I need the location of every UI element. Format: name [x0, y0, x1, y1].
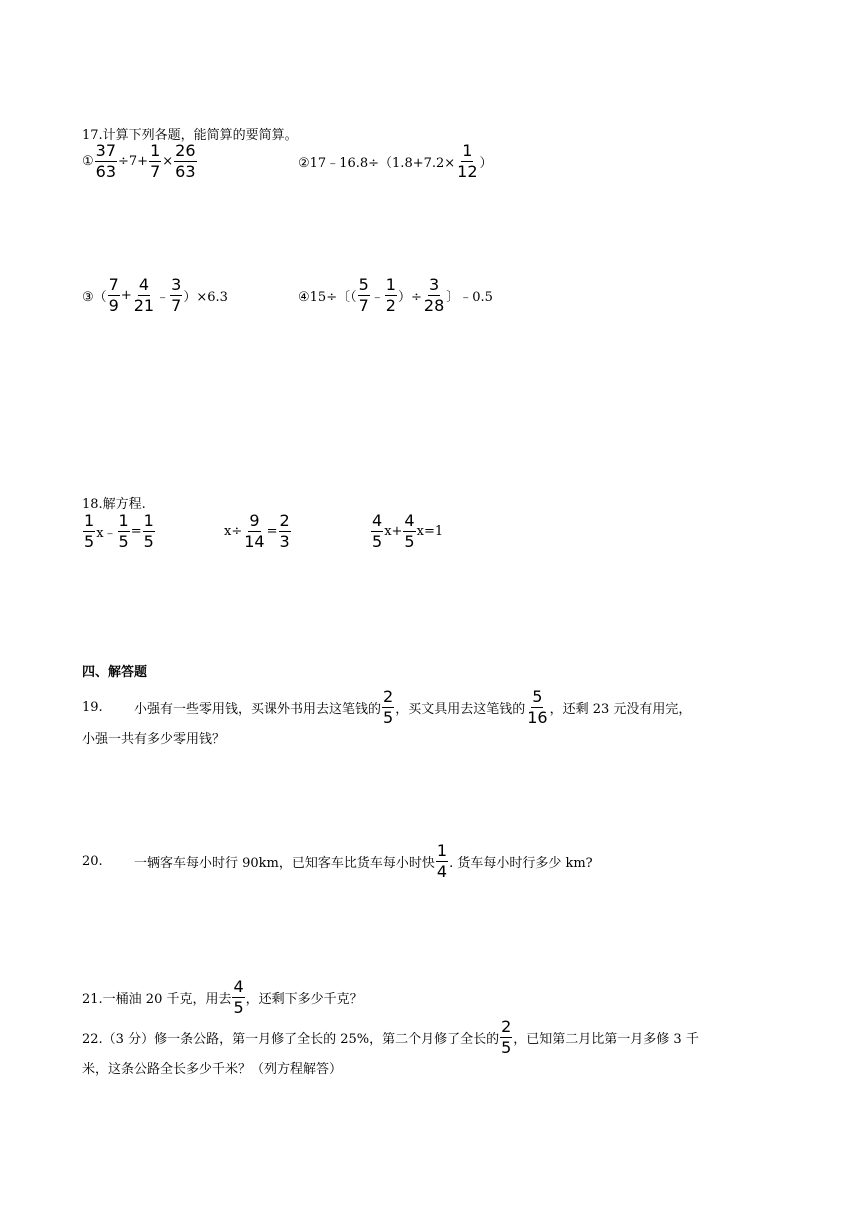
item-mark: ①	[82, 154, 94, 169]
operator-text: +	[120, 288, 132, 303]
section-heading: 四、解答题	[82, 665, 148, 680]
question-number: 19.	[82, 700, 103, 715]
operator-text: x+	[384, 524, 403, 539]
fraction: $\frac{5}{16}$	[527, 687, 548, 727]
question-text: 22.（3 分）修一条公路，第一月修了全长的 25%，第二个月修了全长的	[82, 1032, 500, 1047]
fraction: $\frac{4}{5}$	[233, 977, 244, 1017]
question-text: ，还剩下多少千克？	[245, 992, 363, 1007]
question-20	[82, 842, 593, 881]
operator-text: ÷7+	[118, 154, 149, 169]
fraction: $\frac{1}{4}$	[436, 841, 448, 881]
operator-text: ×	[162, 154, 174, 169]
fraction: $\frac{1}{5}$	[118, 511, 129, 551]
expression-prefix: ③（	[82, 290, 107, 305]
expression-tail: 〕﹣0.5	[446, 290, 493, 305]
expression-tail: x=1	[416, 524, 444, 539]
fraction: $\frac{1}{5}$	[84, 511, 95, 551]
expression-tail: ）×6.3	[183, 290, 228, 305]
operator-text: ﹣	[156, 290, 170, 305]
fraction: $\frac{1}{12}$	[457, 141, 478, 181]
expression-4	[298, 276, 493, 315]
question-21	[82, 978, 363, 1017]
operator-text: =	[130, 524, 142, 539]
fraction: $\frac{5}{7}$	[358, 275, 369, 315]
expression-text: ②17﹣16.8÷（1.8+7.2×	[298, 156, 456, 171]
question-22-line-1	[82, 1018, 699, 1057]
fraction: $\frac{9}{14}$	[244, 511, 265, 551]
operator-text: =	[266, 524, 278, 539]
question-number: 20.	[82, 854, 103, 869]
fraction: $\frac{4}{21}$	[133, 275, 155, 315]
fraction: $\frac{1}{2}$	[385, 275, 396, 315]
fraction: $\frac{4}{5}$	[404, 511, 415, 551]
operator-text: ﹣	[370, 290, 384, 305]
question-19-line-2: 小强一共有多少零用钱？	[82, 732, 226, 747]
question-text: ，已知第二月比第一月多修 3 千	[513, 1032, 699, 1047]
expression-tail: ）	[479, 156, 493, 171]
fraction: $\frac{2}{5}$	[383, 687, 394, 727]
fraction: $\frac{1}{5}$	[143, 511, 154, 551]
expression-3	[82, 276, 228, 315]
question-text: 21.一桶油 20 千克，用去	[82, 992, 232, 1007]
question-19-line-1	[82, 688, 691, 727]
fraction: $\frac{3}{7}$	[171, 275, 182, 315]
equation-2	[224, 512, 292, 551]
fraction: $\frac{2}{3}$	[279, 511, 290, 551]
equation-3	[370, 512, 443, 551]
question-text: 一辆客车每小时行 90km，已知客车比货车每小时快	[134, 856, 435, 871]
question-22-line-2: 米，这条公路全长多少千米？（列方程解答）	[82, 1062, 343, 1077]
expression-prefix: x÷	[224, 524, 243, 539]
fraction: $\frac{3}{28}$	[423, 275, 445, 315]
operator-text: ）÷	[397, 290, 422, 305]
expression-1	[82, 142, 198, 181]
expression-2	[298, 142, 493, 181]
fraction: $\frac{7}{9}$	[108, 275, 119, 315]
fraction: $\frac{2}{5}$	[501, 1017, 512, 1057]
question-18-title: 18.解方程.	[82, 497, 146, 512]
equation-1	[82, 512, 156, 551]
expression-prefix: ④15÷〔（	[298, 290, 357, 305]
question-text: 小强有一些零用钱，买课外书用去这笔钱的	[134, 702, 382, 717]
question-text: ，还剩 23 元没有用完，	[549, 702, 692, 717]
fraction: $\frac{4}{5}$	[372, 511, 383, 551]
question-17-title: 17.计算下列各题，能简算的要简算。	[82, 128, 298, 143]
operator-text: x﹣	[96, 526, 117, 541]
fraction: $\frac{26}{63}$	[175, 141, 196, 181]
question-text: . 货车每小时行多少 km?	[449, 856, 593, 871]
question-text: ，买文具用去这笔钱的	[395, 702, 526, 717]
fraction: $\frac{1}{7}$	[150, 141, 161, 181]
fraction: $\frac{37}{63}$	[95, 141, 117, 181]
